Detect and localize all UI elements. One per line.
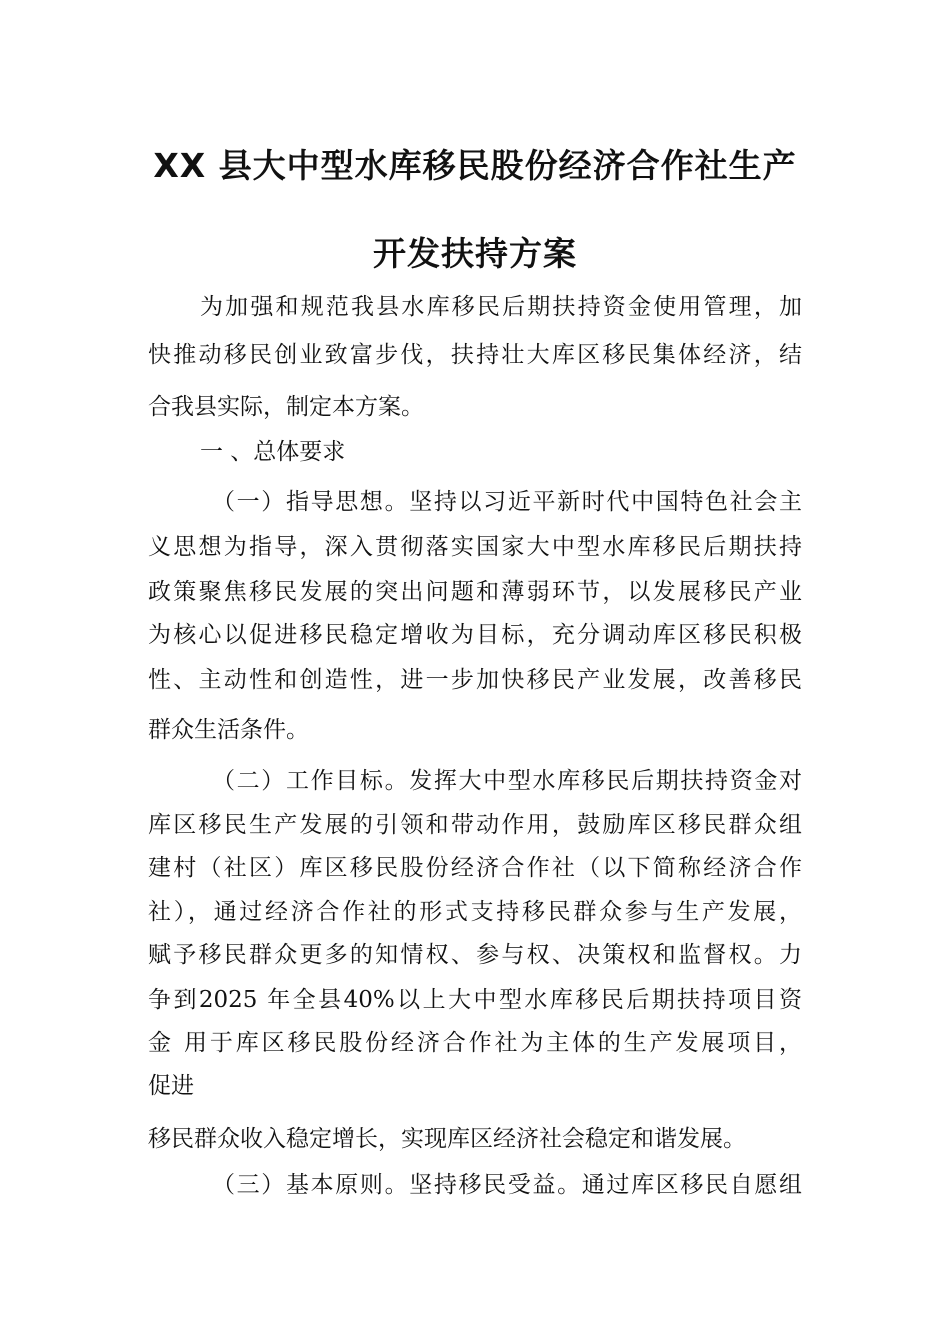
para1-line-6: 群众生活条件。 — [148, 717, 309, 743]
para1-line-4: 为核心以促进移民稳定增收为目标，充分调动库区移民积极 — [148, 622, 802, 648]
para2-line-1: （二）工作目标。发挥大中型水库移民后期扶持资金对 — [212, 768, 802, 794]
para2-line-7: 金 用于库区移民股份经济合作社为主体的生产发展项目， — [148, 1030, 802, 1056]
para2-line-9: 移民群众收入稳定增长，实现库区经济社会稳定和谐发展。 — [148, 1126, 746, 1152]
para2-line-3: 建村（社区）库区移民股份经济合作社（以下简称经济合作 — [148, 855, 802, 881]
intro-line-2: 快推动移民创业致富步伐，扶持壮大库区移民集体经济，结 — [148, 342, 802, 368]
para2-line-2: 库区移民生产发展的引领和带动作用，鼓励库区移民群众组 — [148, 812, 802, 838]
para2-line-5: 赋予移民群众更多的知情权、参与权、决策权和监督权。力 — [148, 942, 802, 968]
para2-line-8: 促进 — [148, 1073, 194, 1099]
intro-line-1: 为加强和规范我县水库移民后期扶持资金使用管理，加 — [200, 294, 802, 320]
document-title-line-2: 开发扶持方案 — [373, 234, 577, 273]
para1-line-1: （一）指导思想。坚持以习近平新时代中国特色社会主 — [212, 489, 802, 515]
para3-line-1: （三）基本原则。坚持移民受益。通过库区移民自愿组 — [212, 1172, 802, 1198]
para2-line-4: 社），通过经济合作社的形式支持移民群众参与生产发展， — [148, 899, 802, 925]
section-1-heading: 一 、总体要求 — [200, 439, 346, 465]
document-title-line-1: XX 县大中型水库移民股份经济合作社生产 — [153, 146, 797, 185]
para1-line-3: 政策聚焦移民发展的突出问题和薄弱环节，以发展移民产业 — [148, 579, 802, 605]
para1-line-2: 义思想为指导，深入贯彻落实国家大中型水库移民后期扶持 — [148, 534, 802, 560]
para1-line-5: 性、主动性和创造性，进一步加快移民产业发展，改善移民 — [148, 667, 802, 693]
intro-line-3: 合我县实际，制定本方案。 — [148, 394, 424, 420]
para2-line-6: 争到2025 年全县40%以上大中型水库移民后期扶持项目资 — [148, 987, 802, 1013]
